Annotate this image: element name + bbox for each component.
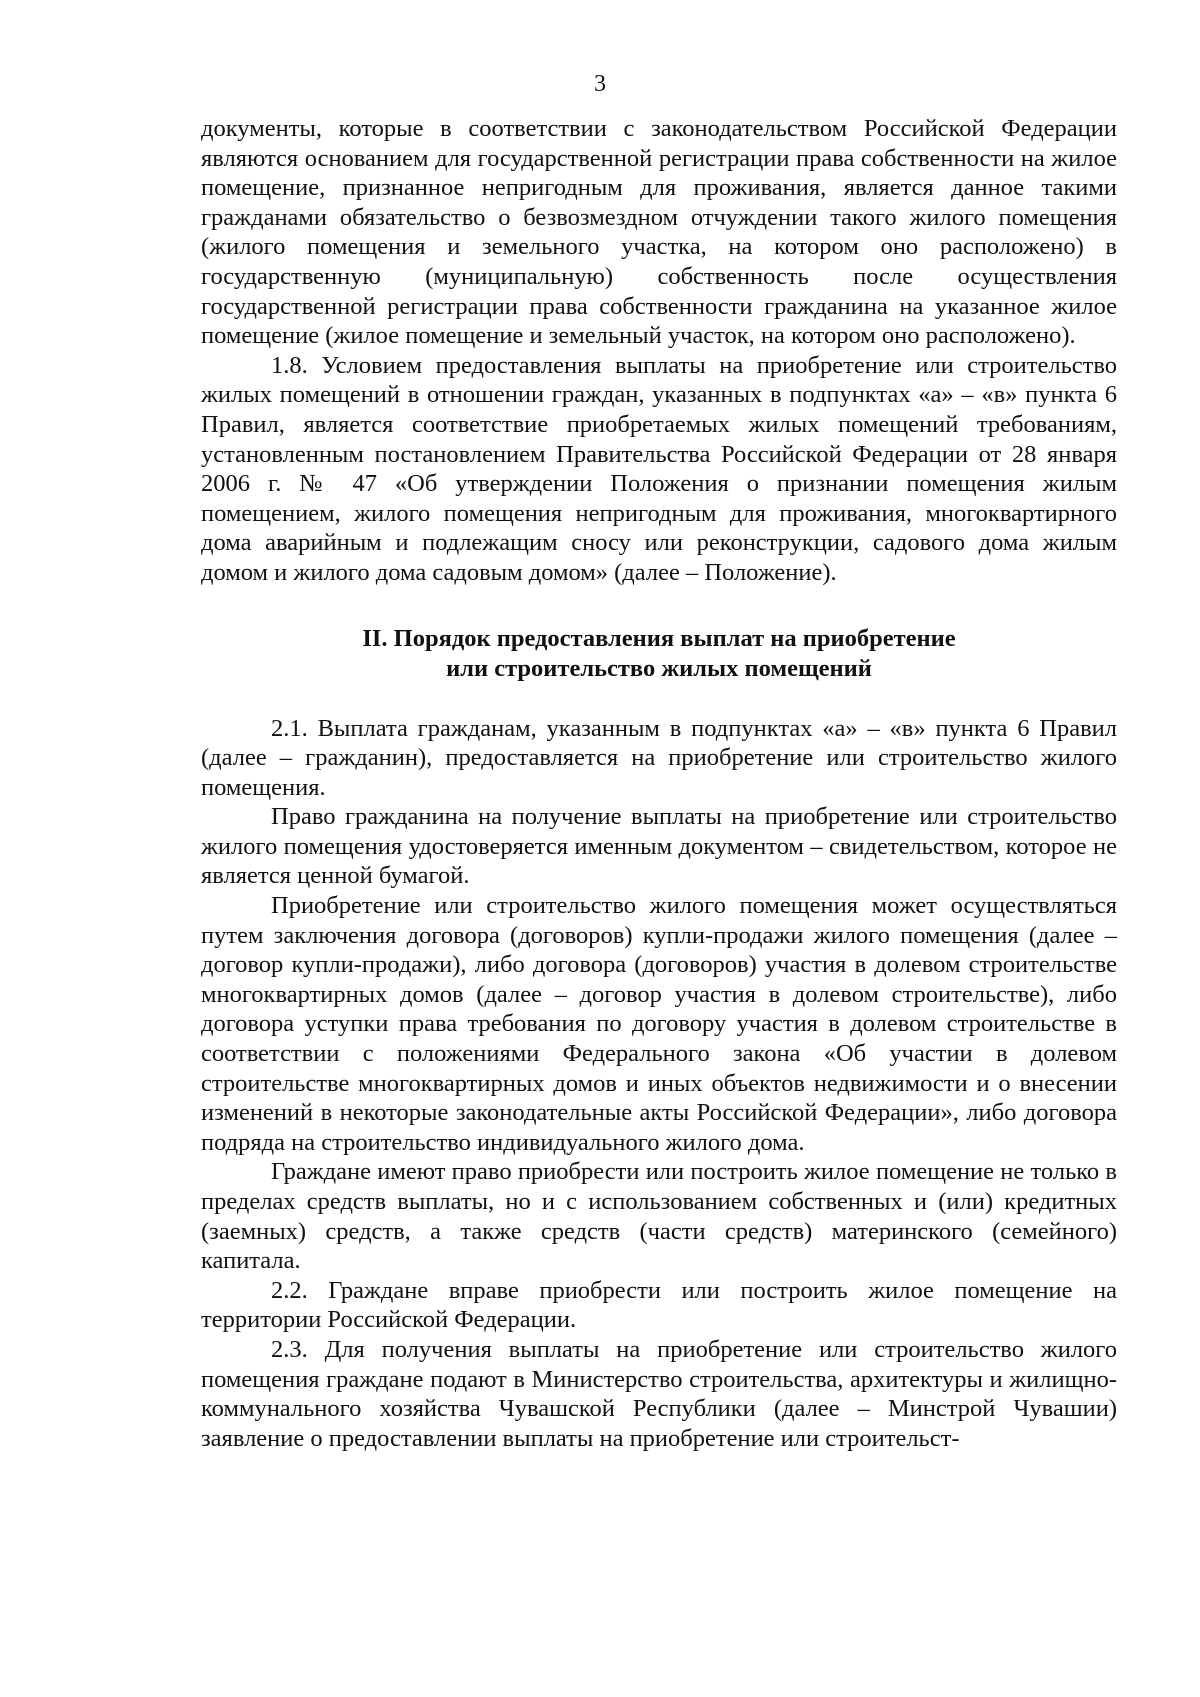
section-heading (201, 624, 1117, 684)
paragraph-2-2: 2.2. Граждане вправе приобрести или построить жилое помещение на территории Российской Федерации. (201, 1276, 1117, 1334)
paragraph-1-8: 1.8. Условием предоставления выплаты на приобретение или строительство жилых помещений в отношении граждан, указанных в подпунктах «а» – «в» пункта 6 Правил, является соответствие приобретаемых жилых помещений требованиям, установленным постановлением Правительства Российской Федерации от 28 января 2006 г. № 47 «Об утверждении Положения о признании помещения жилым помещением, жилого помещения непригодным для проживания, многоквартирного дома аварийным и подлежащим сносу или реконструкции, садового дома жилым домом и жилого дома садовым домом» (далее – Положение). (201, 351, 1117, 586)
section-heading-line-1: II. Порядок предоставления выплат на приобретение (362, 624, 956, 652)
paragraph-right-certificate: Право гражданина на получение выплаты на приобретение или строительство жилого помещения удостоверяется именным документом – свидетельством, которое не является ценной бумагой. (201, 803, 1117, 890)
paragraph-continuation: документы, которые в соответствии с законодательством Российской Федерации являются основанием для государственной регистрации права собственности на жилое помещение, признанное непригодным для проживания, является данное такими гражданами обязательство о безвозмездном отчуждении такого жилого помещения (жилого помещения и земельного участка, на котором оно расположено) в государственную (муниципальную) собственность после осуществления государственной регистрации права собственности гражданина на указанное жилое помещение (жилое помещение и земельный участок, на котором оно расположено). (201, 115, 1117, 350)
section-heading-line-2: или строительство жилых помещений (446, 654, 872, 682)
page-number: 3 (594, 71, 606, 97)
paragraph-acquisition-methods: Приобретение или строительство жилого помещения может осуществляться путем заключения договора (договоров) купли-продажи жилого помещения (далее – договор купли-продажи), либо договора (договоров) участия в долевом строительстве многоквартирных домов (далее – договор участия в долевом строительстве), либо договора уступки права требования по договору участия в долевом строительстве в соответствии с положениями Федерального закона «Об участии в долевом строительстве многоквартирных домов и иных объектов недвижимости и о внесении изменений в некоторые законодательные акты Российской Федерации», либо договора подряда на строительство индивидуального жилого дома. (201, 892, 1117, 1156)
paragraph-2-3: 2.3. Для получения выплаты на приобретение или строительство жилого помещения граждане подают в Министерство строительства, архитектуры и жилищно-коммунального хозяйства Чувашской Республики (далее – Минстрой Чувашии) заявление о предоставлении выплаты на приобретение или строительст- (201, 1335, 1117, 1452)
document-body (201, 114, 1117, 1453)
paragraph-2-1: 2.1. Выплата гражданам, указанным в подпунктах «а» – «в» пункта 6 Правил (далее – гражданин), предоставляется на приобретение или строительство жилого помещения. (201, 714, 1117, 801)
paragraph-own-funds: Граждане имеют право приобрести или построить жилое помещение не только в пределах средств выплаты, но и с использованием собственных и (или) кредитных (заемных) средств, а также средств (части средств) материнского (семейного) капитала. (201, 1158, 1117, 1275)
